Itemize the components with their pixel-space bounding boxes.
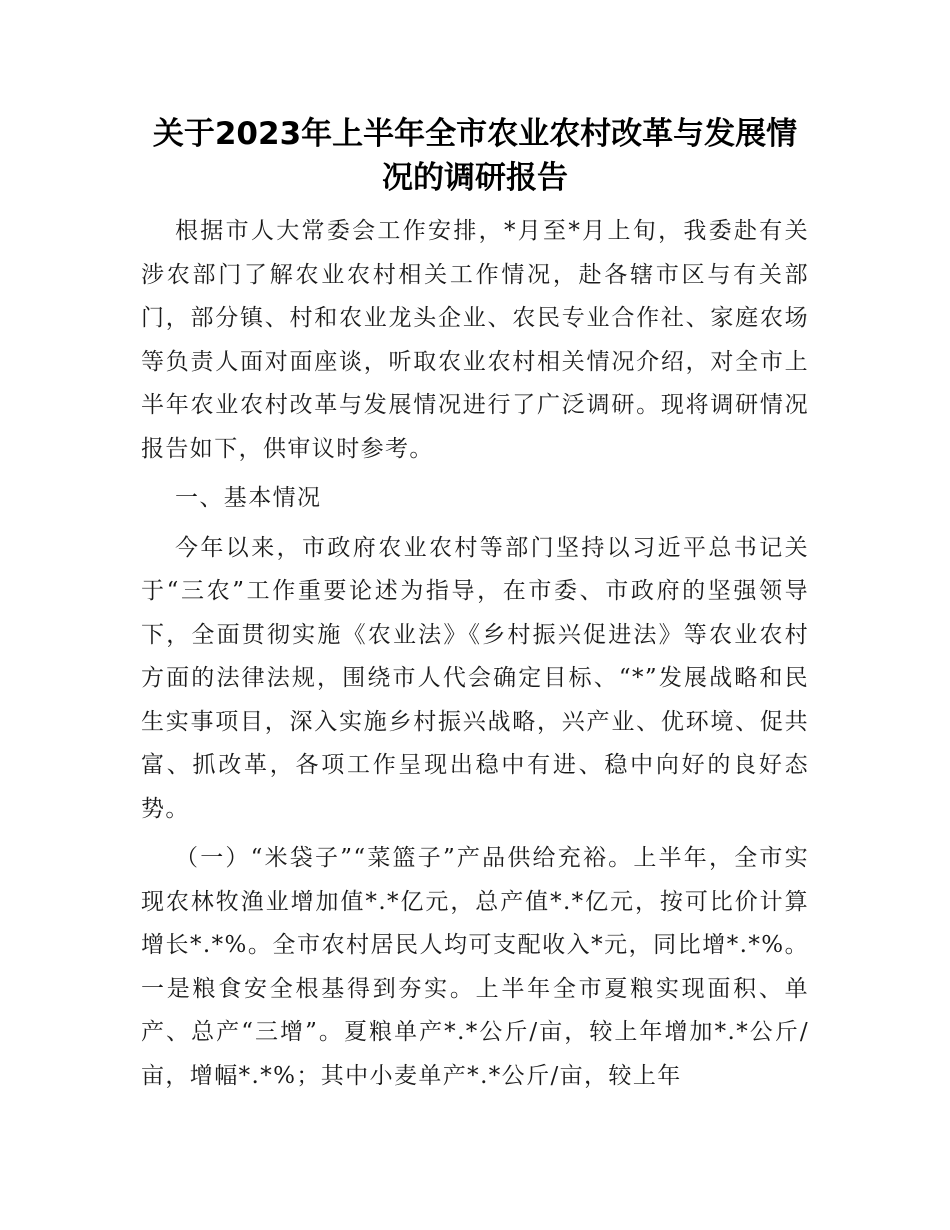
basic-situation-paragraph: 今年以来，市政府农业农村等部门坚持以习近平总书记关于“三农”工作重要论述为指导，在市委、市政府的坚强领导下，全面贯彻实施《农业法》《乡村振兴促进法》等农业农村方面的法律法规，围绕市人代会确定目标、“*”发展战略和民生实事项目，深入实施乡村振兴战略，兴产业、优环境、促共富、抓改革，各项工作呈现出稳中有进、稳中向好的良好态势。: [141, 534, 809, 822]
intro-paragraph: 根据市人大常委会工作安排，*月至*月上旬，我委赴有关涉农部门了解农业农村相关工作情况，赴各辖市区与有关部门，部分镇、村和农业龙头企业、农民专业合作社、家庭农场等负责人面对面座谈，听取农业农村相关情况介绍，对全市上半年农业农村改革与发展情况进行了广泛调研。现将调研情况报告如下，供审议时参考。: [141, 218, 809, 462]
document-body: [141, 112, 809, 1098]
section-heading-basic-situation: 一、基本情况: [175, 485, 322, 511]
document-title: 关于2023年上半年全市农业农村改革与发展情况的调研报告: [152, 116, 798, 196]
supply-paragraph: （一）“米袋子”“菜篮子”产品供给充裕。上半年，全市实现农林牧渔业增加值*.*亿元，总产值*.*亿元，按可比价计算增长*.*%。全市农村居民人均可支配收入*元，同比增*.*%。一是粮食安全根基得到夯实。上半年全市夏粮实现面积、单产、总产“三增”。夏粮单产*.*公斤/亩，较上年增加*.*公斤/亩，增幅*.*%；其中小麦单产*.*公斤/亩，较上年: [141, 845, 809, 1089]
